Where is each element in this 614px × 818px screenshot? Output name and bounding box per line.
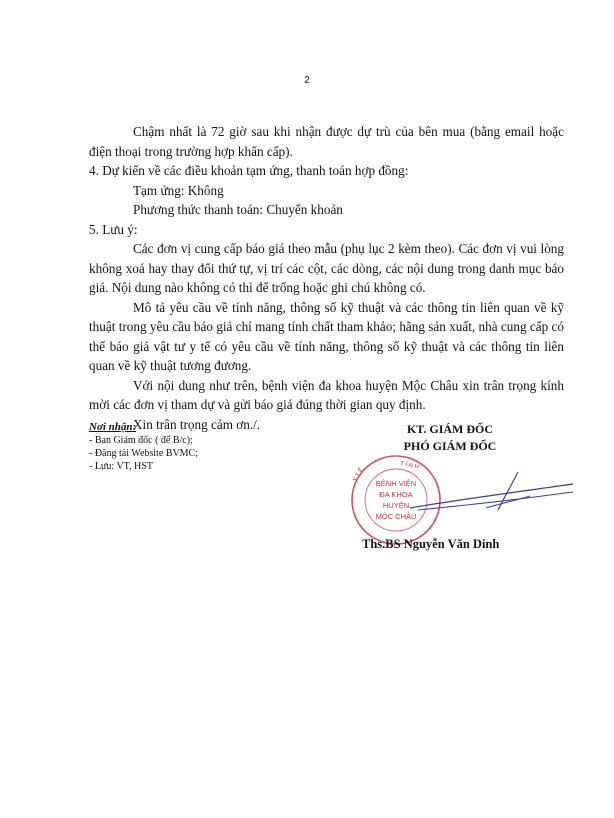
technical-description-paragraph: Mô tả yêu cầu về tính năng, thông số kỹ thuật và các thông tin liên quan về kỹ thuật trong yêu cầu báo giá chỉ mang tính chất tham khảo; hãng sản xuất, nhà cung cấp có thể báo giá vật tư y tế có yêu cầu về tính năng, thông số kỹ thuật và các thông tin liên quan về kỹ thuật tương đương. bbox=[89, 299, 564, 373]
hospital-seal bbox=[352, 456, 440, 544]
payment-method-line: Phương thức thanh toán: Chuyển khoản bbox=[133, 202, 343, 217]
closing-line: Xin trân trọng cảm ơn./. bbox=[133, 416, 261, 432]
signer-name: Ths.BS Nguyễn Văn Dinh bbox=[362, 537, 500, 551]
payment-terms-heading: 4. Dự kiến về các điều khoản tạm ứng, thanh toán hợp đồng: bbox=[89, 163, 409, 178]
seal-text: BỆNH VIỆN bbox=[375, 479, 417, 488]
seal-text: MỘC CHÂU bbox=[375, 512, 417, 521]
recipients-title: Nơi nhận: bbox=[89, 421, 137, 433]
page-number: 2 bbox=[304, 75, 310, 86]
notes-heading: 5. Lưu ý: bbox=[89, 221, 138, 237]
recipient-item: - Ban Giám đốc ( để B/c); bbox=[89, 435, 193, 446]
signer-title-block bbox=[345, 421, 555, 455]
document-body bbox=[89, 122, 564, 434]
svg-text:Y T Ế: Y T Ế bbox=[352, 467, 366, 483]
quotation-template-paragraph: Các đơn vị cung cấp báo giá theo mẫu (phụ lục 2 kèm theo). Các đơn vị vui lòng không xoá hay thay đổi thứ tự, vị trí các cột, các dòng, các nội dung trong danh mục báo giá. Nội dung nào không có thì để trống hoặc ghi chú không có. bbox=[89, 241, 564, 295]
recipient-item: - Đăng tải Website BVMC; bbox=[89, 448, 198, 459]
seal-text: ĐA KHOA bbox=[379, 490, 413, 499]
svg-text:T Ỉ N H: T Ỉ N H bbox=[399, 461, 420, 471]
hospital-seal-and-signature bbox=[348, 452, 578, 547]
advance-payment-line: Tạm ứng: Không bbox=[133, 182, 224, 198]
invitation-paragraph: Với nội dung như trên, bệnh viện đa khoa huyện Mộc Châu xin trân trọng kính mời các đơn vị tham dự và gửi báo giá đúng thời gian quy định. bbox=[89, 377, 564, 412]
recipients-block bbox=[89, 421, 198, 473]
recipient-item: - Lưu: VT, HST bbox=[89, 461, 153, 472]
seal-text: HUYỆN bbox=[382, 501, 410, 510]
signer-title-line1: KT. GIÁM ĐỐC bbox=[406, 422, 494, 436]
signer-title-line2: PHÓ GIÁM ĐỐC bbox=[403, 439, 497, 453]
delivery-time-paragraph: Chậm nhất là 72 giờ sau khi nhận được dự trù của bên mua (bằng email hoặc điện thoại trong trường hợp khẩn cấp). bbox=[89, 124, 564, 159]
